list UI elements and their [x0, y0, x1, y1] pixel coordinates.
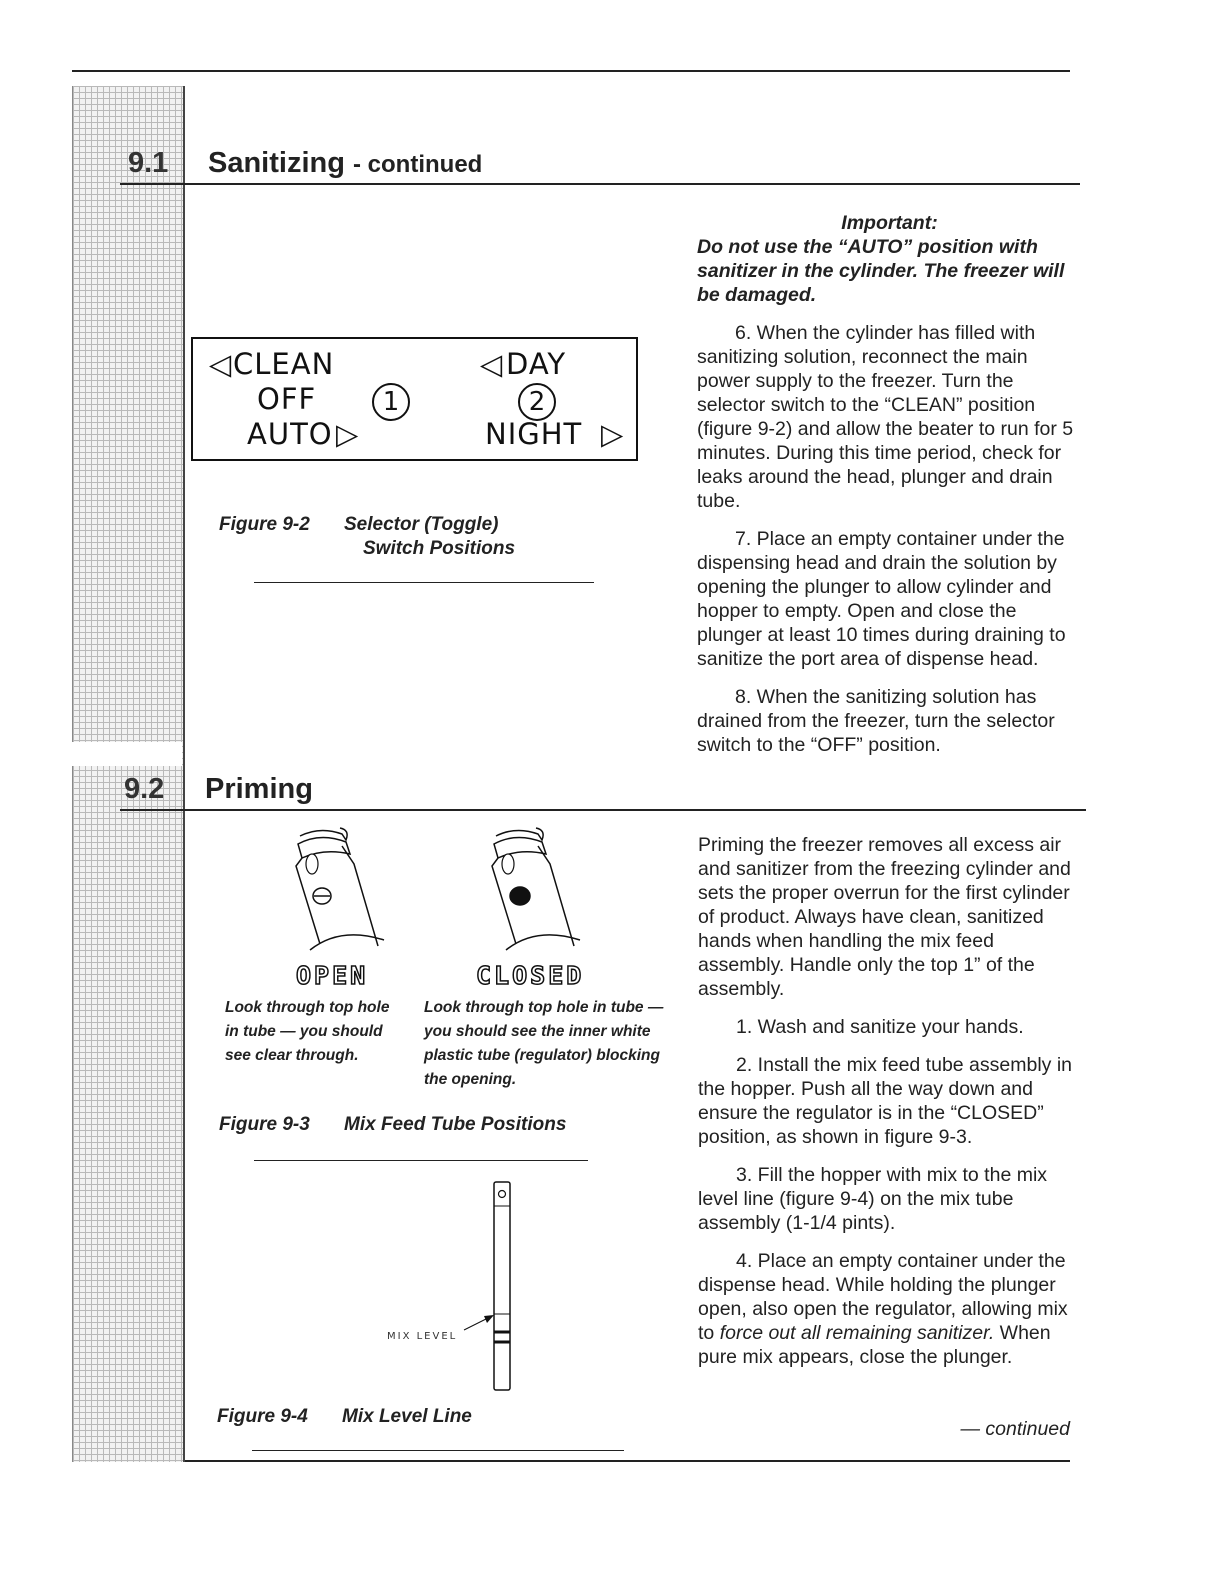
switch-1-icon: 1	[372, 383, 410, 421]
mix-level-tube-drawing	[380, 1176, 530, 1396]
selector-switch-panel	[191, 337, 638, 461]
right-arrow-icon: ▷	[336, 417, 360, 451]
step-7: 7. Place an empty container under the dispensing head and drain the solution by opening the plunger to allow cylinder and hopper to empty. Open and close the plunger at least 10 times during draining to sanitize the port area of dispense head.	[697, 528, 1066, 670]
priming-steps	[698, 833, 1083, 1369]
clean-label: CLEAN	[233, 347, 335, 381]
step-1: 1. Wash and sanitize your hands.	[736, 1016, 1024, 1038]
step-8: 8. When the sanitizing solution has drained from the freezer, turn the selector switch to the “OFF” position.	[697, 686, 1055, 756]
right-arrow-icon: ▷	[601, 417, 625, 451]
open-label: OPEN	[296, 961, 369, 990]
section-title-sanitizing	[208, 147, 482, 180]
figure-9-2-rule	[254, 582, 594, 583]
bottom-rule	[72, 1460, 1070, 1462]
closed-label: CLOSED	[476, 961, 585, 990]
figure-9-3-rule	[254, 1160, 588, 1161]
step-4-emphasis: force out all remaining sanitizer.	[719, 1322, 995, 1344]
figure-9-4-caption: Mix Level Line	[342, 1406, 472, 1427]
section-title-priming: Priming	[205, 773, 313, 805]
margin-grid-gap	[72, 742, 182, 766]
step-4-part-a: 4. Place an empty container under the dispense head. While holding the plunger open, also open the regulator, allowing mix to	[698, 1250, 1068, 1344]
step-2: 2. Install the mix feed tube assembly in the hopper. Push all the way down and ensure the regulator is in the “CLOSED” position, as shown in figure 9-3.	[698, 1054, 1073, 1148]
night-label: NIGHT	[485, 417, 583, 451]
figure-9-2-label: Figure 9-2	[219, 514, 310, 535]
figure-9-4-label: Figure 9-4	[217, 1406, 308, 1427]
important-heading: Important:	[841, 212, 938, 234]
step-6: 6. When the cylinder has filled with sanitizing solution, reconnect the main power supply to the freezer. Turn the selector switch to the “CLEAN” position (figure 9-2) and allow the beater to run for 5 minutes. During this time period, check for leaks around the head, plunger and drain tube.	[697, 322, 1074, 512]
figure-9-3-label: Figure 9-3	[219, 1114, 310, 1135]
figure-9-2-caption-line1: Selector (Toggle)	[344, 514, 499, 535]
priming-intro: Priming the freezer removes all excess air and sanitizer from the freezing cylinder and sets the proper overrun for the first cylinder of product. Always have clean, sanitized hands when handling the mix feed assembly. Handle only the top 1” of the assembly.	[698, 834, 1071, 1000]
important-note	[697, 211, 1082, 307]
sanitizing-steps	[697, 321, 1085, 771]
section-number-9-1: 9.1	[128, 147, 169, 179]
continued-note: — continued	[960, 1418, 1070, 1440]
top-rule	[72, 70, 1070, 72]
closed-note: Look through top hole in tube — you should see the inner white plastic tube (regulator) blocking the opening.	[424, 999, 664, 1088]
figure-9-3-caption: Mix Feed Tube Positions	[344, 1114, 567, 1135]
figure-9-2-caption-line2: Switch Positions	[363, 538, 516, 559]
step-3: 3. Fill the hopper with mix to the mix level line (figure 9-4) on the mix tube assembly (1-1/4 pints).	[698, 1164, 1048, 1234]
step-4-part-b: When pure mix appears, close the plunger.	[698, 1322, 1051, 1368]
left-arrow-icon: ◁	[480, 347, 504, 381]
mix-level-label: MIX LEVEL	[387, 1331, 458, 1342]
left-arrow-icon: ◁	[209, 347, 233, 381]
section-subtitle: - continued	[353, 151, 483, 178]
mix-tube-open-drawing	[280, 826, 400, 956]
section-9-2-rule	[120, 809, 1086, 811]
auto-label: AUTO	[247, 417, 333, 451]
section-9-1-rule	[120, 183, 1080, 185]
figure-9-4-rule	[252, 1450, 624, 1451]
section-title-text: Sanitizing	[208, 147, 345, 179]
step-4	[698, 1249, 1083, 1369]
switch-2-icon: 2	[518, 383, 556, 421]
mix-tube-closed-drawing	[476, 826, 596, 956]
section-number-9-2: 9.2	[124, 773, 165, 805]
open-note: Look through top hole in tube — you should see clear through.	[225, 999, 390, 1064]
important-text: Do not use the “AUTO” position with sanitizer in the cylinder. The freezer will be damaged.	[697, 236, 1065, 306]
day-label: DAY	[506, 347, 567, 381]
off-label: OFF	[257, 382, 317, 416]
